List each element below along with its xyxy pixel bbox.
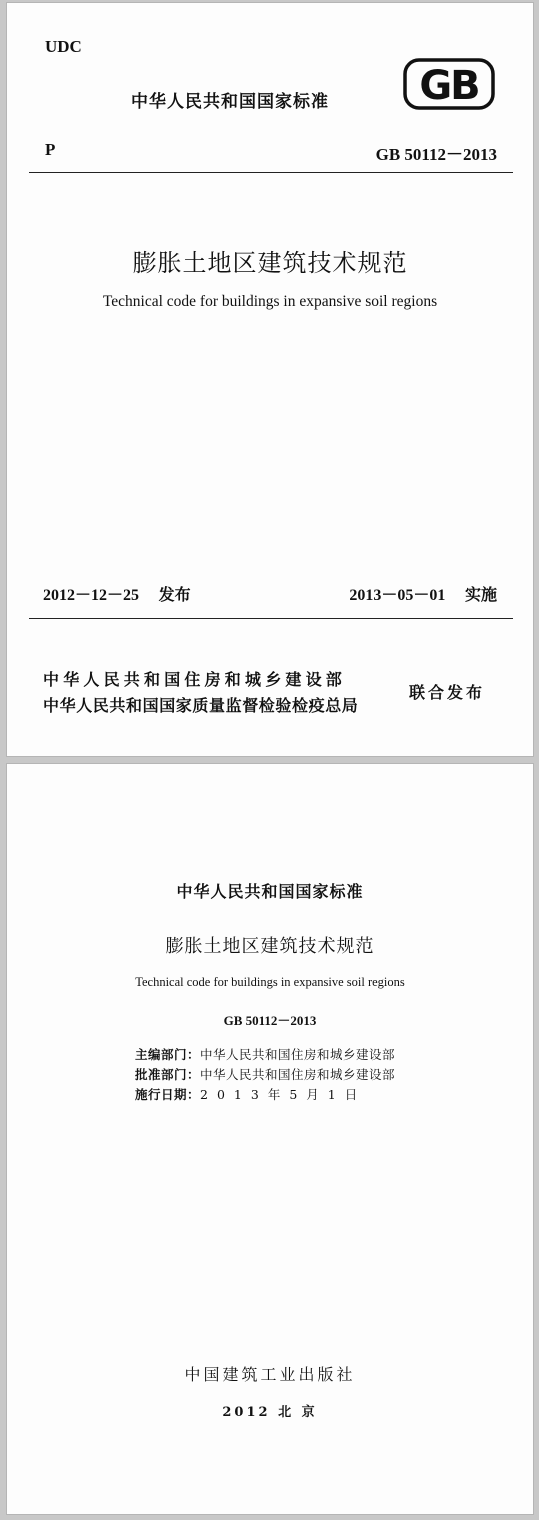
top-divider [29,172,513,173]
publisher-ministry-housing: 中华人民共和国住房和城乡建设部 [43,670,347,689]
effective-label: 施行日期： [135,1087,201,1102]
title-page [6,763,534,1515]
gb-logo-icon [403,58,495,110]
title-page-title-english: Technical code for buildings in expansive soil regions [135,975,405,989]
title-page-national-standard: 中华人民共和国国家标准 [176,882,364,901]
issue-date: 2012－12－25 [43,587,140,604]
gb-logo-text: GB [419,63,479,109]
bottom-divider [29,618,513,619]
editor-value: 中华人民共和国住房和城乡建设部 [200,1047,396,1062]
publisher-name: 中国建筑工业出版社 [184,1365,356,1384]
approver-label: 批准部门： [135,1067,201,1082]
cover-page [6,2,534,757]
udc-label: UDC [45,37,82,56]
effective-date-line [135,1085,366,1103]
approver-line [135,1065,395,1083]
standard-number: GB 50112－2013 [375,145,497,164]
publication-place-year: 2012 北 京 [222,1405,318,1420]
title-page-standard-number: GB 50112－2013 [223,1013,317,1028]
effective-value: 2013年5月1日 [200,1087,367,1102]
editor-line [135,1045,395,1063]
approver-value: 中华人民共和国住房和城乡建设部 [200,1067,396,1082]
implement-date: 2013－05－01 [349,587,446,604]
classification-code: P [45,140,56,159]
editor-label: 主编部门： [135,1047,201,1062]
national-standard-heading: 中华人民共和国国家标准 [131,92,329,112]
title-english: Technical code for buildings in expansive soil regions [102,293,438,310]
publisher-aqsiq: 中华人民共和国国家质量监督检验检疫总局 [43,696,359,715]
title-chinese: 膨胀土地区建筑技术规范 [132,249,408,277]
issue-label: 发布 [158,585,191,604]
title-page-title-chinese: 膨胀土地区建筑技术规范 [165,936,375,957]
joint-issue-label: 联合发布 [409,683,486,702]
implement-label: 实施 [464,585,497,604]
